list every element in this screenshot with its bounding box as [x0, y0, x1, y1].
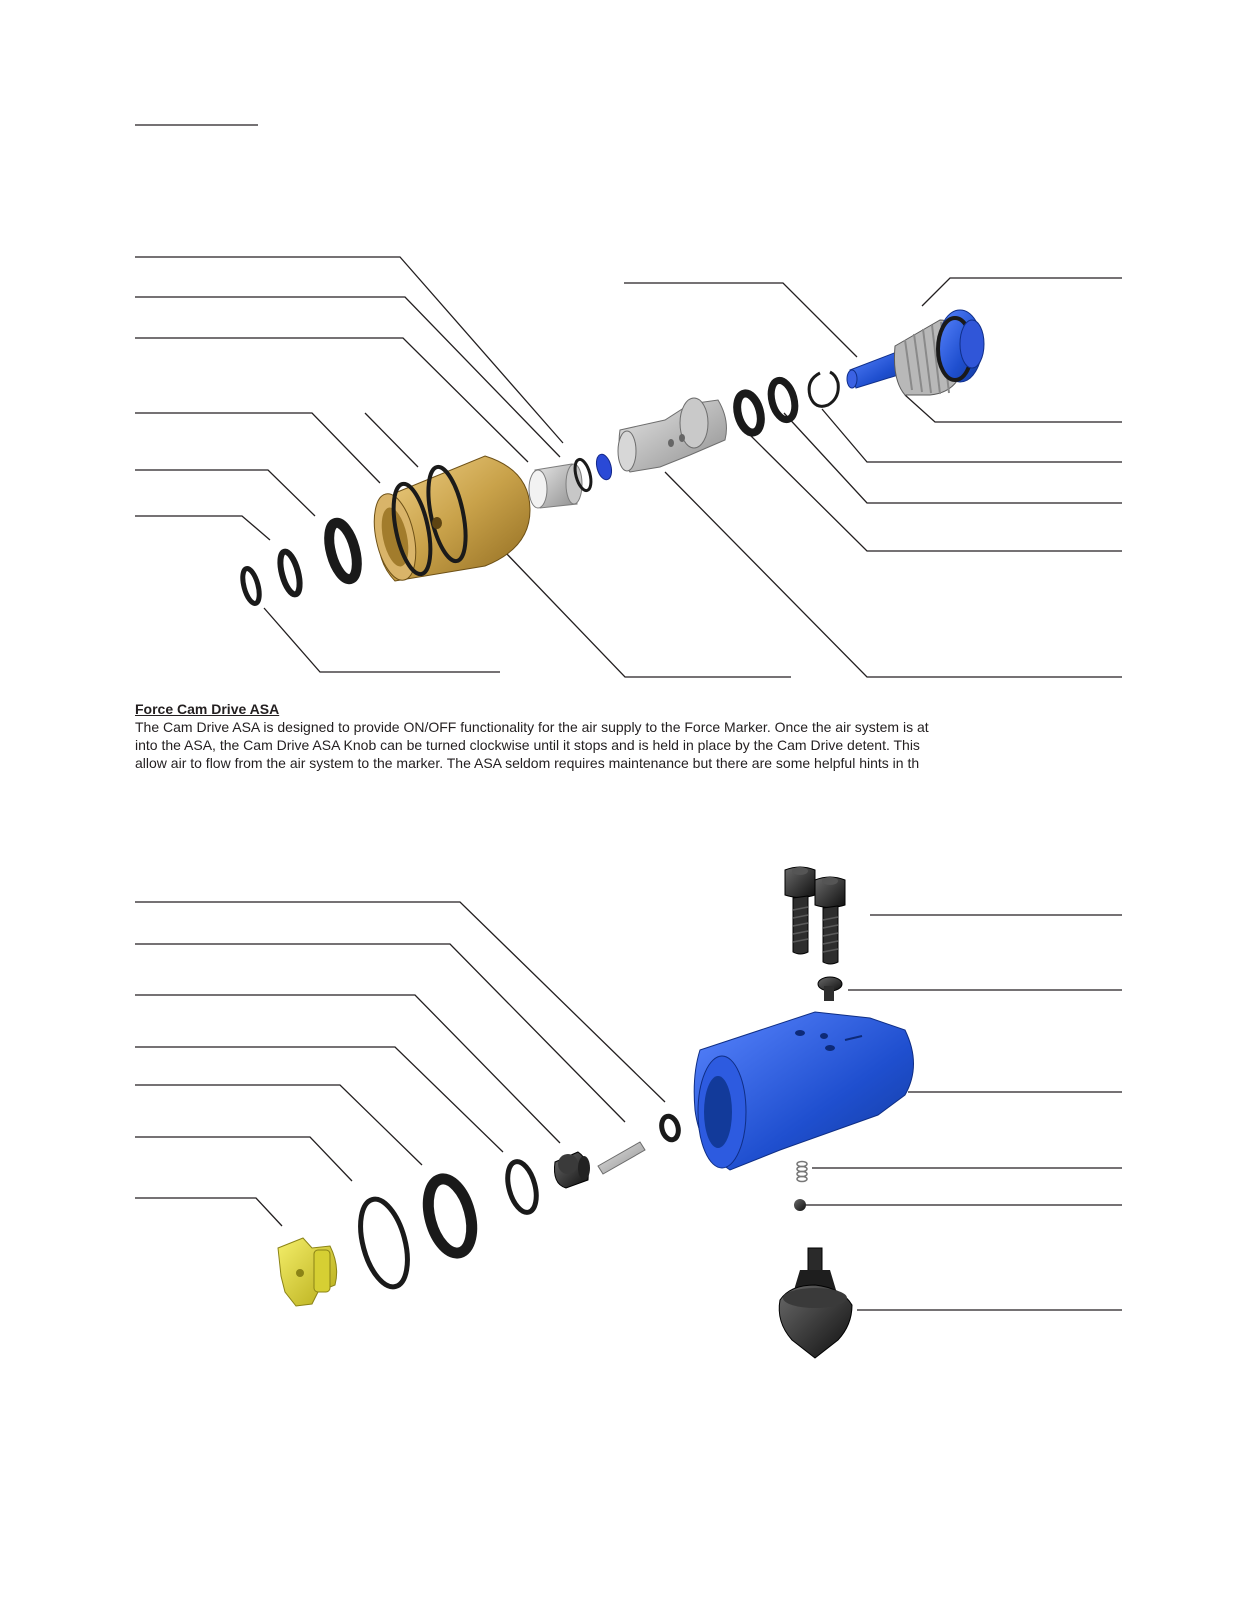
leader-line [505, 552, 791, 677]
blue-asa-body-part [694, 1012, 913, 1170]
o-ring-large-part [352, 1194, 416, 1292]
threaded-pin-part [847, 310, 984, 395]
leader-line [135, 944, 625, 1122]
small-screw-part [818, 977, 842, 1001]
leader-line [135, 1198, 282, 1226]
blue-seal-part [594, 453, 614, 482]
valve-cap-part [554, 1152, 590, 1188]
leader-line [922, 278, 1122, 306]
description-line-3: allow air to flow from the air system to the marker. The ASA seldom requires maintenance but there are some helpful hints in th [135, 755, 920, 771]
leader-line [750, 435, 1122, 551]
description-line-1: The Cam Drive ASA is designed to provide ON/OFF functionality for the air supply to the Force Marker. Once the air system is at [135, 719, 929, 735]
o-ring-small-part [659, 1114, 681, 1141]
socket-screws-part [785, 867, 845, 964]
black-washer-part [733, 391, 765, 435]
seal-washer-part [324, 520, 362, 582]
leader-line [135, 902, 665, 1102]
leader-line [135, 413, 380, 483]
leader-line [135, 516, 270, 540]
leader-line [624, 283, 857, 357]
leader-line [135, 1047, 503, 1152]
black-washer-part [767, 378, 799, 422]
description-line-2: into the ASA, the Cam Drive ASA Knob can be turned clockwise until it stops and is held in place by the Cam Drive detent. This [135, 737, 920, 753]
leader-line [135, 338, 528, 462]
leader-line [784, 413, 1122, 503]
o-ring-medium-part [277, 550, 304, 597]
asa-knob-part [779, 1248, 852, 1358]
snap-ring-part [809, 372, 838, 406]
leader-line [135, 995, 560, 1143]
description-section [135, 700, 1065, 772]
section-title: Force Cam Drive ASA [135, 701, 280, 717]
detent-ball-part [794, 1199, 806, 1211]
leader-line [135, 1085, 422, 1165]
leader-line [822, 409, 1122, 462]
spring-part [797, 1162, 807, 1182]
leader-line [264, 608, 500, 672]
brass-asa-body-part [367, 456, 530, 584]
leader-line [135, 1137, 352, 1181]
top-parts [240, 310, 984, 605]
leader-line [365, 413, 418, 467]
o-ring-medium-part [503, 1159, 542, 1216]
yellow-fitting-part [278, 1238, 337, 1306]
valve-housing-part [618, 398, 726, 472]
pin-part [598, 1142, 645, 1174]
leader-line [135, 470, 315, 516]
bottom-parts [278, 867, 914, 1358]
leader-line [905, 395, 1122, 422]
leader-line [135, 297, 560, 457]
o-ring-small-part [240, 567, 263, 605]
leader-line [135, 257, 563, 443]
seal-washer-large-part [421, 1174, 479, 1258]
